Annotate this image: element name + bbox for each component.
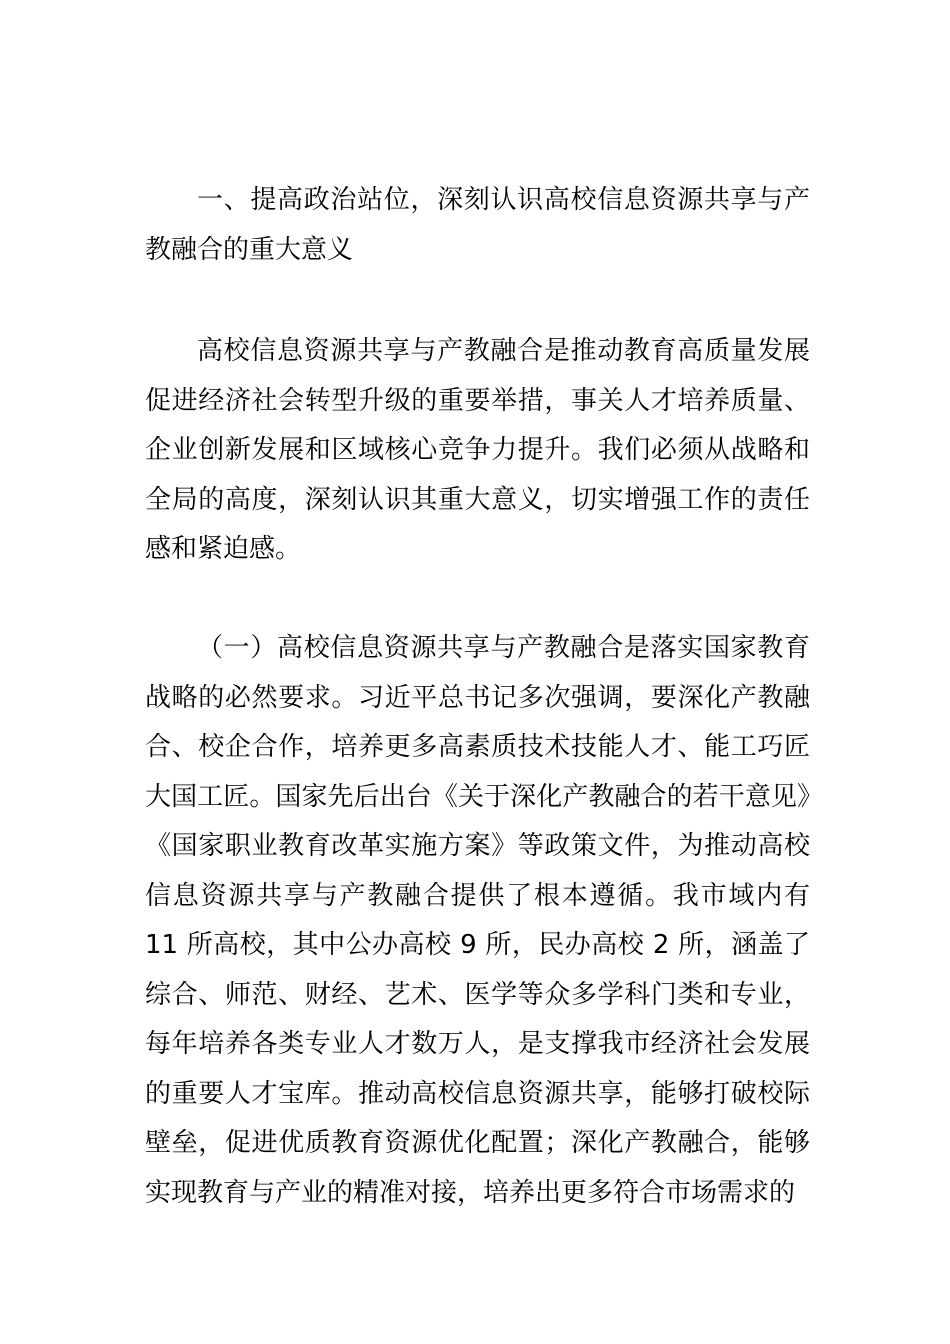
section-heading: 一、提高政治站位，深刻认识高校信息资源共享与产教融合的重大意义 [145,185,810,265]
subsection-one-paragraph: （一）高校信息资源共享与产教融合是落实国家教育战略的必然要求。习近平总书记多次强调，要深化产教融合、校企合作，培养更多高素质技术技能人才、能工巧匠大国工匠。国家先后出台《关于深化产教融合的若干意见》《国家职业教育改革实施方案》等政策文件，为推动高校信息资源共享与产教融合提供了根本遵循。我市域内有 11 所高校，其中公办高校 9 所，民办高校 2 所，涵盖了综合、师范、财经、艺术、医学等众多学科门类和专业，每年培养各类专业人才数万人，是支撑我市经济社会发展的重要人才宝库。推动高校信息资源共享，能够打破校际壁垒，促进优质教育资源优化配置；深化产教融合，能够实现教育与产业的精准对接，培养出更多符合市场需求的 [145,633,810,1208]
intro-paragraph: 高校信息资源共享与产教融合是推动教育高质量发展促进经济社会转型升级的重要举措，事关人才培养质量、企业创新发展和区域核心竞争力提升。我们必须从战略和全局的高度，深刻认识其重大意义，切实增强工作的责任感和紧迫感。 [145,336,810,564]
